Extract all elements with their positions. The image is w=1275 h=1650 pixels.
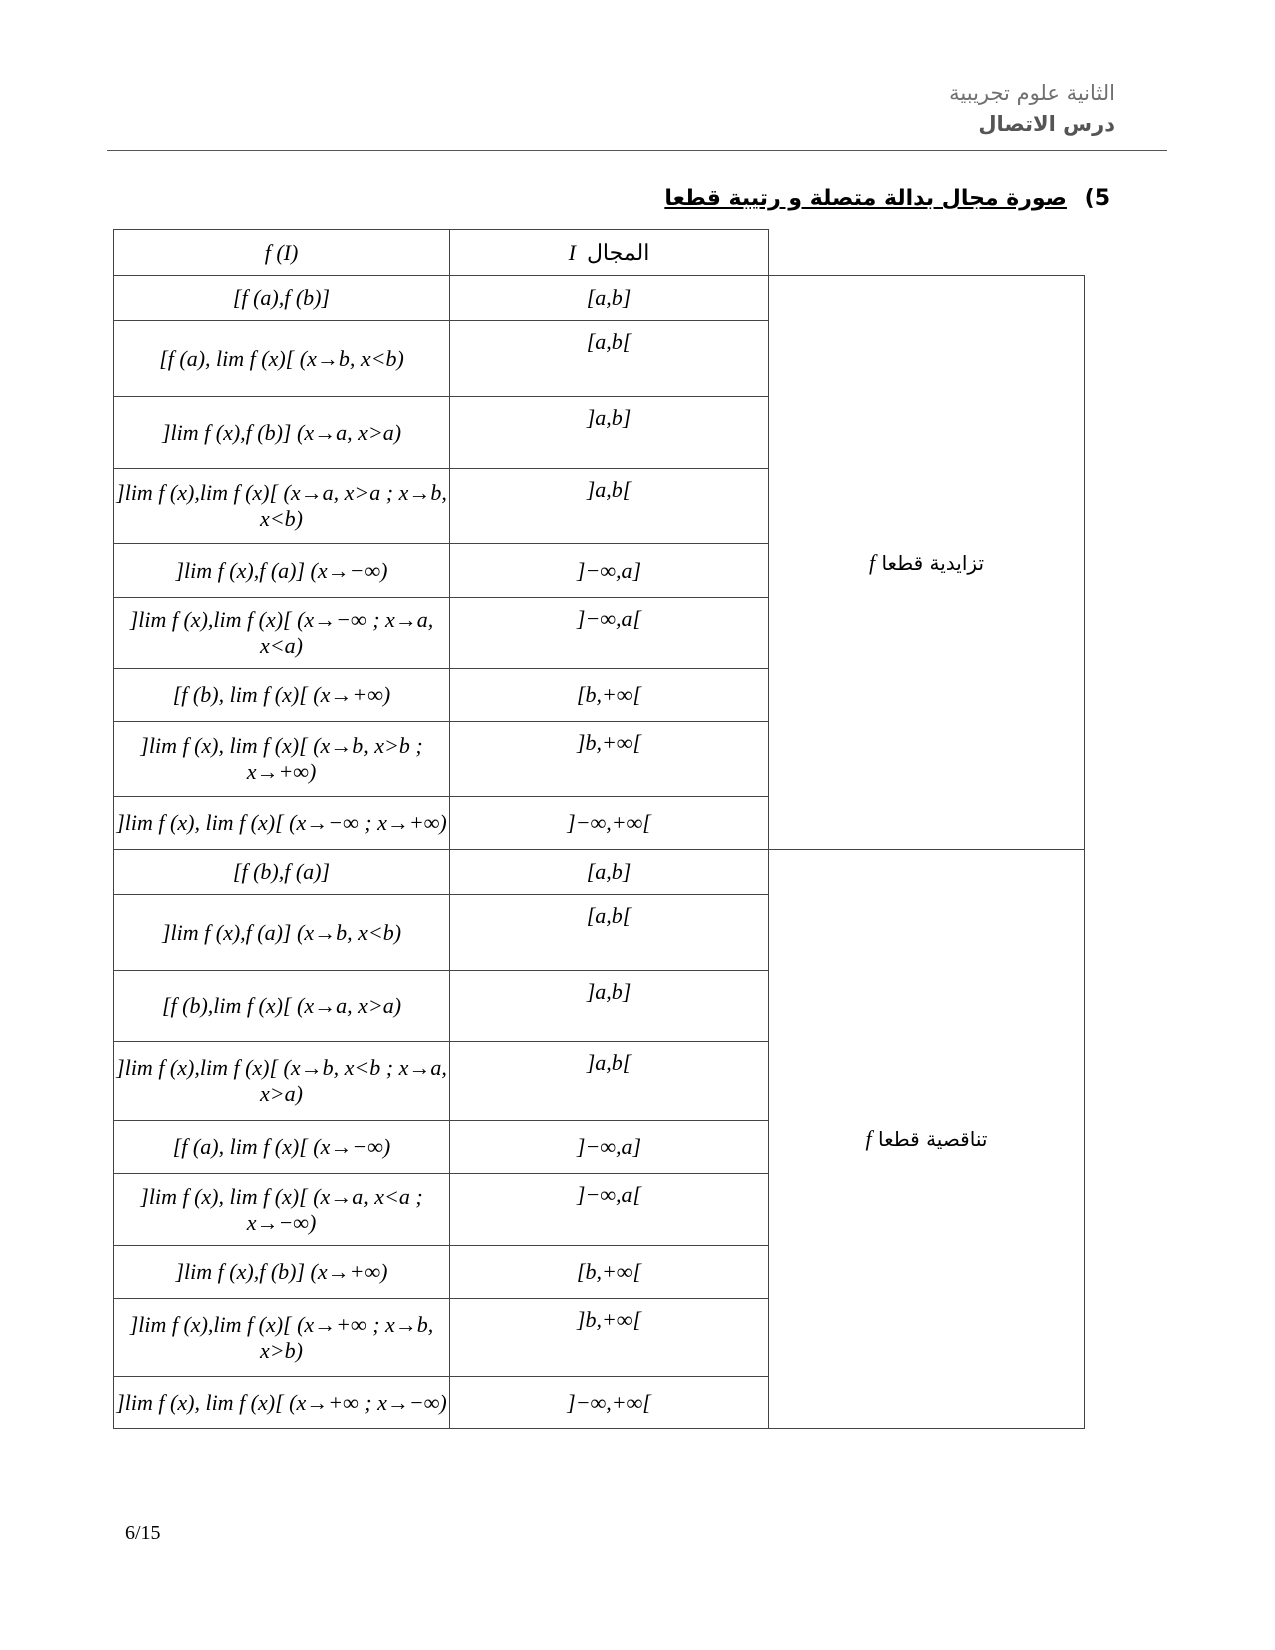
image-cell: ]lim f (x), lim f (x)[ (x→b, x>b ; x→+∞)	[114, 722, 450, 797]
header-blank	[769, 230, 1085, 276]
lesson-title: درس الاتصال	[978, 112, 1115, 136]
interval-image-table	[113, 229, 1085, 1429]
interval-cell: [a,b]	[450, 850, 769, 895]
section-heading	[664, 186, 1110, 211]
page-number: 6/15	[125, 1522, 161, 1544]
interval-cell: ]−∞,+∞[	[450, 797, 769, 850]
header-image: f (I)	[114, 230, 450, 276]
image-cell: [f (b),lim f (x)[ (x→a, x>a)	[114, 971, 450, 1042]
image-cell: ]lim f (x), lim f (x)[ (x→+∞ ; x→−∞)	[114, 1377, 450, 1429]
interval-cell: ]a,b]	[450, 397, 769, 469]
interval-cell: [b,+∞[	[450, 669, 769, 722]
interval-cell: [b,+∞[	[450, 1246, 769, 1299]
image-cell: ]lim f (x),lim f (x)[ (x→+∞ ; x→b, x>b)	[114, 1299, 450, 1377]
image-cell: ]lim f (x),f (b)] (x→+∞)	[114, 1246, 450, 1299]
interval-cell: ]a,b[	[450, 1042, 769, 1121]
image-cell: [f (b),f (a)]	[114, 850, 450, 895]
image-cell: [f (a), lim f (x)[ (x→b, x<b)	[114, 321, 450, 397]
decreasing-label-cell	[769, 850, 1085, 1429]
decreasing-group	[114, 850, 1085, 1429]
monotonicity-label: تناقصية قطعا	[878, 1127, 988, 1151]
image-cell: ]lim f (x),lim f (x)[ (x→a, x>a ; x→b, x<b)	[114, 469, 450, 544]
interval-cell: ]a,b]	[450, 971, 769, 1042]
function-symbol: f	[865, 1126, 872, 1151]
table-header-row	[114, 230, 1085, 276]
image-cell: [f (a),f (b)]	[114, 276, 450, 321]
monotonicity-label: تزايدية قطعا	[881, 550, 985, 575]
interval-cell: ]−∞,a]	[450, 544, 769, 598]
image-cell: ]lim f (x),lim f (x)[ (x→b, x<b ; x→a, x>a)	[114, 1042, 450, 1121]
image-cell: ]lim f (x),lim f (x)[ (x→−∞ ; x→a, x<a)	[114, 598, 450, 669]
function-symbol: f	[868, 549, 876, 575]
interval-cell: ]−∞,+∞[	[450, 1377, 769, 1429]
image-cell: ]lim f (x),f (a)] (x→−∞)	[114, 544, 450, 598]
image-cell: ]lim f (x),f (b)] (x→a, x>a)	[114, 397, 450, 469]
level-label: الثانية علوم تجريبية	[949, 81, 1115, 105]
table-row	[114, 276, 1085, 321]
image-cell: [f (b), lim f (x)[ (x→+∞)	[114, 669, 450, 722]
image-cell: ]lim f (x),f (a)] (x→b, x<b)	[114, 895, 450, 971]
increasing-label-cell	[769, 276, 1085, 850]
page-header	[949, 78, 1115, 140]
image-cell: [f (a), lim f (x)[ (x→−∞)	[114, 1121, 450, 1174]
header-interval: المجال I	[450, 230, 769, 276]
section-title: صورة مجال بدالة متصلة و رتيبة قطعا	[664, 186, 1067, 211]
interval-cell: ]−∞,a]	[450, 1121, 769, 1174]
table-row	[114, 850, 1085, 895]
interval-cell: [a,b]	[450, 276, 769, 321]
interval-cell: ]−∞,a[	[450, 598, 769, 669]
image-cell: ]lim f (x), lim f (x)[ (x→a, x<a ; x→−∞)	[114, 1174, 450, 1246]
image-cell: ]lim f (x), lim f (x)[ (x→−∞ ; x→+∞)	[114, 797, 450, 850]
header-divider	[107, 150, 1167, 151]
increasing-group	[114, 276, 1085, 850]
interval-cell: [a,b[	[450, 895, 769, 971]
section-number: 5)	[1084, 186, 1110, 211]
interval-cell: ]b,+∞[	[450, 722, 769, 797]
interval-cell: ]−∞,a[	[450, 1174, 769, 1246]
interval-cell: ]b,+∞[	[450, 1299, 769, 1377]
interval-cell: ]a,b[	[450, 469, 769, 544]
interval-cell: [a,b[	[450, 321, 769, 397]
